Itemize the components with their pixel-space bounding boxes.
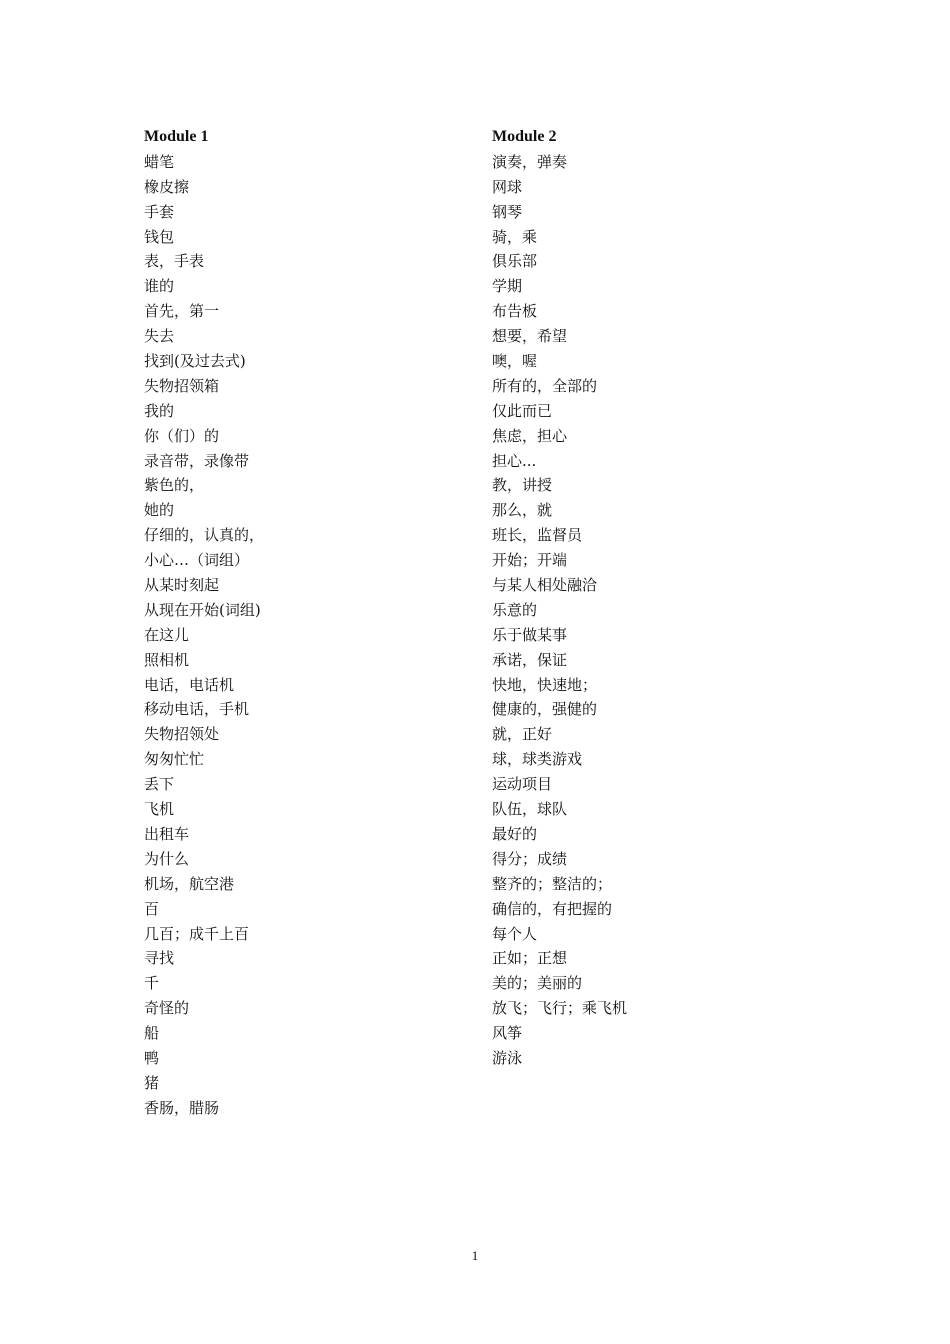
list-item: 得分；成绩 xyxy=(492,849,568,868)
list-item: 正如；正想 xyxy=(492,949,568,968)
list-item: 蜡笔 xyxy=(144,152,175,171)
list-item: 运动项目 xyxy=(492,775,553,794)
list-item: 紫色的， xyxy=(144,476,205,495)
list-item: 几百；成千上百 xyxy=(144,924,250,943)
list-item: 俱乐部 xyxy=(492,252,538,271)
list-item: 焦虑，担心 xyxy=(492,426,568,445)
list-item: 失去 xyxy=(144,327,175,346)
list-item: 谁的 xyxy=(144,277,175,296)
list-item: 确信的，有把握的 xyxy=(492,899,613,918)
list-item: 仔细的，认真的， xyxy=(144,526,265,545)
list-item: 录音带，录像带 xyxy=(144,451,250,470)
list-item: 表，手表 xyxy=(144,252,205,271)
list-item: 演奏，弹奏 xyxy=(492,152,568,171)
list-item: 首先，第一 xyxy=(144,302,220,321)
list-item: 承诺，保证 xyxy=(492,650,568,669)
module-2-title: Module 2 xyxy=(492,128,557,145)
list-item: 教，讲授 xyxy=(492,476,553,495)
list-item: 噢，喔 xyxy=(492,352,538,371)
list-item: 奇怪的 xyxy=(144,999,190,1018)
list-item: 快地，快速地； xyxy=(492,675,598,694)
list-item: 匆匆忙忙 xyxy=(144,750,205,769)
list-item: 最好的 xyxy=(492,824,538,843)
list-item: 钱包 xyxy=(144,227,175,246)
list-item: 班长，监督员 xyxy=(492,526,583,545)
list-item: 千 xyxy=(144,974,160,993)
list-item: 想要，希望 xyxy=(492,327,568,346)
list-item: 学期 xyxy=(492,277,523,296)
list-item: 电话，电话机 xyxy=(144,675,235,694)
module-1-column xyxy=(144,125,474,1121)
list-item: 那么，就 xyxy=(492,501,553,520)
list-item: 担心... xyxy=(492,451,537,470)
list-item: 为什么 xyxy=(144,849,190,868)
list-item: 在这儿 xyxy=(144,625,190,644)
list-item: 飞机 xyxy=(144,800,175,819)
list-item: 移动电话，手机 xyxy=(144,700,250,719)
list-item: 找到(及过去式) xyxy=(144,352,246,371)
list-item: 百 xyxy=(144,899,160,918)
module-1-word-list xyxy=(144,150,474,1121)
list-item: 照相机 xyxy=(144,650,190,669)
list-item: 从现在开始(词组) xyxy=(144,600,261,619)
list-item: 小心…（词组） xyxy=(144,551,250,570)
list-item: 整齐的；整洁的； xyxy=(492,874,613,893)
list-item: 与某人相处融洽 xyxy=(492,576,598,595)
list-item: 你（们）的 xyxy=(144,426,220,445)
list-item: 风筝 xyxy=(492,1024,523,1043)
list-item: 放飞；飞行；乘飞机 xyxy=(492,999,628,1018)
list-item: 香肠，腊肠 xyxy=(144,1098,220,1117)
module-1-title: Module 1 xyxy=(144,128,209,145)
list-item: 美的；美丽的 xyxy=(492,974,583,993)
list-item: 我的 xyxy=(144,401,175,420)
list-item: 每个人 xyxy=(492,924,538,943)
list-item: 猪 xyxy=(144,1073,160,1092)
list-item: 就，正好 xyxy=(492,725,553,744)
list-item: 失物招领处 xyxy=(144,725,220,744)
list-item: 球，球类游戏 xyxy=(492,750,583,769)
list-item: 乐于做某事 xyxy=(492,625,568,644)
list-item: 健康的，强健的 xyxy=(492,700,598,719)
list-item: 开始；开端 xyxy=(492,551,568,570)
list-item: 鸭 xyxy=(144,1048,160,1067)
list-item: 从某时刻起 xyxy=(144,576,220,595)
list-item: 仅此而已 xyxy=(492,401,553,420)
list-item: 寻找 xyxy=(144,949,175,968)
list-item: 橡皮擦 xyxy=(144,177,190,196)
module-2-word-list xyxy=(492,150,822,1071)
page-number: 1 xyxy=(471,1248,479,1263)
list-item: 钢琴 xyxy=(492,202,523,221)
module-2-column xyxy=(492,125,822,1071)
list-item: 队伍，球队 xyxy=(492,800,568,819)
list-item: 失物招领箱 xyxy=(144,376,220,395)
list-item: 机场，航空港 xyxy=(144,874,235,893)
list-item: 手套 xyxy=(144,202,175,221)
list-item: 骑，乘 xyxy=(492,227,538,246)
list-item: 网球 xyxy=(492,177,523,196)
list-item: 出租车 xyxy=(144,824,190,843)
list-item: 船 xyxy=(144,1024,160,1043)
list-item: 丢下 xyxy=(144,775,175,794)
list-item: 游泳 xyxy=(492,1048,523,1067)
list-item: 乐意的 xyxy=(492,600,538,619)
list-item: 她的 xyxy=(144,501,175,520)
list-item: 所有的，全部的 xyxy=(492,376,598,395)
list-item: 布告板 xyxy=(492,302,538,321)
